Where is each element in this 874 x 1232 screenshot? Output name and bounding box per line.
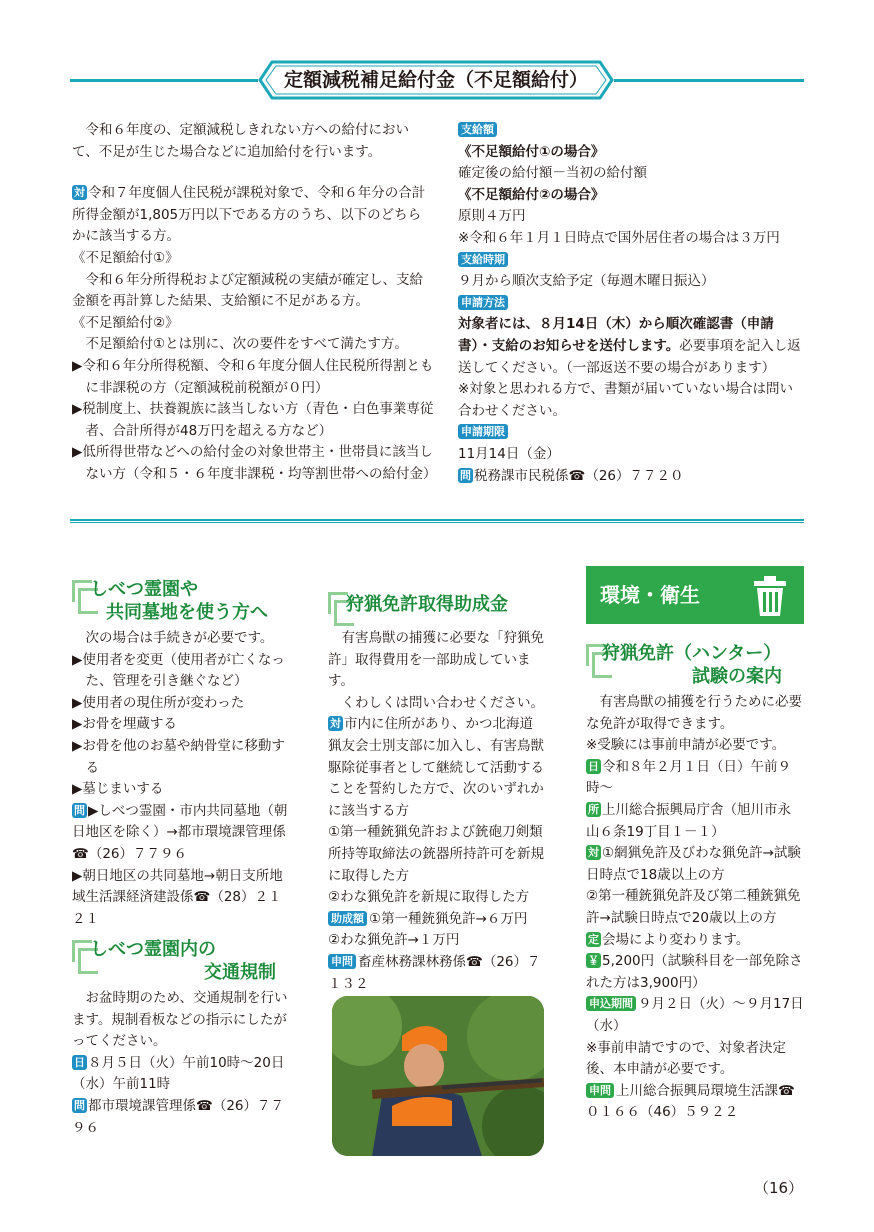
amount-tag: 支給額 [458,122,497,137]
deadline-text: 11月14日（金） [458,445,560,462]
grant-contact: 畜産林務課林務係☎（26）７１３２ [328,953,541,992]
cemetery-heading-line2: 共同墓地を使う方へ [106,602,268,623]
target-tag: 対 [330,717,341,731]
traffic-date: ８月５日（火）午前10時～20日（水）午前11時 [72,1054,285,1093]
cemetery-heading [72,578,292,626]
section-divider [70,519,804,523]
grant-amount-block [328,909,546,931]
cemetery-contact1: ▶しべつ霊園・市内共同墓地（朝日地区を除く）→都市環境課管理係☎（26）７７９６ [72,802,288,862]
hunting-grant-body [328,628,546,995]
exam-apply: ９月２日（火）～９月17日（水） [586,996,804,1034]
period-tag: 支給時期 [458,252,508,267]
exam-date-block [586,757,804,800]
case2-heading: 《不足額給付②》 [72,314,179,331]
cemetery-heading-line1: しべつ霊園や [90,579,198,600]
amount-case2: 原則４万円 [458,208,526,225]
list-item: ▶税制度上、扶養親族に該当しない方（青色・白色事業専従者、合計所得が48万円を超える方など） [72,401,434,439]
case1-text: 令和６年分所得税および定額減税の実績が確定し、支給金額を再計算した結果、支給額に不足がある方。 [72,271,423,310]
top-right-column [458,120,804,487]
exam-contact: 上川総合振興局環境生活課☎０１６６（46）５９２２ [586,1082,795,1121]
exam-note1: ※受験には事前申請が必要です。 [586,737,786,754]
title-banner [70,60,804,100]
page-title: 定額減税補足給付金（不足額給付） [283,69,588,91]
target-tag: 対 [588,846,599,860]
grant-target-block [328,714,546,822]
traffic-text: お盆時期のため、交通規制を行います。規制看板などの指示にしたがってください。 [72,990,288,1050]
contact-tag: 問 [74,1098,85,1112]
contact-block [458,466,804,488]
list-item: ▶お骨を埋蔵する [72,716,177,733]
top-left-column [72,120,437,486]
traffic-body [72,988,292,1139]
amount-case1: 確定後の給付額－当初の給付額 [458,165,647,182]
date-tag: 日 [588,759,599,773]
contact-tag: 申問 [586,1083,614,1098]
exam-apply-block [586,994,804,1037]
grant-target: 市内に住所があり、かつ北海道猟友会士別支部に加入し、有害鳥獣駆除従事者として継続して活動することを誓約した方で、次のいずれかに該当する方 [328,716,544,819]
method-note: ※対象と思われる方で、書類が届いていない場合は問い合わせください。 [458,381,794,419]
grant-item2: ②わな猟免許を新規に取得した方 [328,889,530,906]
amount-case2-heading: 《不足額給付②の場合》 [458,186,605,203]
grant-contact-block [328,952,546,995]
trash-can-icon [750,574,790,618]
hunting-exam-body [586,692,804,1124]
amount-case1-heading: 《不足額給付①の場合》 [458,143,605,160]
cemetery-contact1-block [72,801,292,866]
exam-fee-block [586,951,804,994]
exam-contact-block [586,1081,804,1124]
exam-heading-line2: 試験の案内 [692,666,782,687]
exam-place: 上川総合振興局庁舎（旭川市永山６条19丁目１－１） [586,801,791,840]
grant-inquiry: くわしくは問い合わせください。 [341,694,544,711]
exam-place-block [586,800,804,843]
title-box [258,60,614,100]
grant-tag: 助成額 [328,911,367,926]
exam-target1: ①網猟免許及びわな猟免許→試験日時点で18歳以上の方 [586,845,801,883]
list-item: ▶墓じまいする [72,781,164,798]
grant-intro: 有害鳥獣の捕獲に必要な「狩猟免許」取得費用を一部助成しています。 [328,630,544,690]
exam-cap-block [586,930,804,952]
exam-heading-line1: 狩猟免許（ハンター） [602,643,782,664]
exam-note2: ※事前申請ですので、対象者決定後、本申請が必要です。 [586,1039,787,1078]
exam-target2: ②第一種銃猟免許及び第二種銃猟免許→試験日時点で20歳以上の方 [586,888,801,926]
grant-amount2: ②わな猟免許→１万円 [328,932,460,949]
period-text: ９月から順次支給予定（毎週木曜日振込） [458,273,715,290]
case2-text: 不足額給付①とは別に、次の要件をすべて満たす方。 [85,336,408,353]
exam-intro: 有害鳥獣の捕獲を行うために必要な免許が取得できます。 [586,694,802,732]
fee-tag: ￥ [588,954,599,968]
environment-banner [586,566,804,624]
list-item: ▶使用者の現住所が変わった [72,694,245,711]
list-item: ▶お骨を他のお墓や納骨堂に移動する [72,737,285,776]
hunting-grant-title: 狩猟免許取得助成金 [346,594,508,615]
list-item: ▶低所得世帯などへの給付金の対象世帯主・世帯員に該当しない方（令和５・６年度非課税・均等割世帯への給付金） [72,444,437,482]
cemetery-contact2: ▶朝日地区の共同墓地→朝日支所地域生活課経済建設係☎（28）２１２１ [72,867,283,927]
contact-tag: 問 [460,468,471,482]
hunter-photo [332,996,544,1156]
list-item: ▶令和６年分所得税額、令和６年度分個人住民税所得割ともに非課税の方（定額減税前税額が０円） [72,357,434,396]
contact-text: 税務課市民税係☎（26）７７２０ [474,467,684,484]
traffic-contact: 都市環境課管理係☎（26）７７９６ [72,1097,284,1136]
list-item: ▶使用者を変更（使用者が亡くなった、管理を引き継ぐなど） [72,651,285,690]
traffic-heading-line2: 交通規制 [204,962,276,983]
exam-target-block [586,843,804,886]
traffic-heading-line1: しべつ霊園内の [90,939,216,960]
method-bold-text: 対象者には、８月14日（木）から順次確認書（申請書）・支給のお知らせを送付します。 [458,316,774,354]
exam-date: 令和８年２月１日（日）午前９時～ [586,758,791,797]
traffic-date-block [72,1053,292,1096]
date-tag: 日 [74,1055,85,1069]
case1-heading: 《不足額給付①》 [72,249,179,266]
amount-note: ※令和６年１月１日時点で国外居住者の場合は３万円 [458,229,780,246]
contact-tag: 問 [74,803,85,817]
traffic-contact-block [72,1096,292,1139]
hunting-grant-heading [328,590,548,626]
deadline-tag: 申請期限 [458,424,508,439]
grant-amount1: ①第一種銃猟免許→６万円 [369,910,528,927]
place-tag: 所 [588,802,599,816]
exam-fee: 5,200円（試験科目を一部免除された方は3,900円） [586,953,803,991]
target-tag: 対 [74,186,85,200]
target-text: 令和７年度個人住民税が課税対象で、令和６年分の合計所得金額が1,805万円以下である方のうち、以下のどちらかに該当する方。 [72,185,426,245]
method-block [458,314,804,379]
method-text: 必要事項を記入し返送してください。（一部返送不要の場合があります） [458,337,801,376]
exam-cap: 会場により変わります。 [602,931,750,948]
cemetery-intro: 次の場合は手続きが必要です。 [85,630,274,646]
target-block [72,183,434,248]
method-tag: 申請方法 [458,295,508,310]
intro-text: 令和６年度の、定額減税しきれない方への給付において、不足が生じた場合などに追加給付を行います。 [72,122,409,160]
grant-item1: ①第一種銃猟免許および銃砲刀剣類所持等取締法の銃器所持許可を新規に取得した方 [328,824,544,884]
cemetery-body [72,628,292,930]
environment-banner-label: 環境・衛生 [600,583,700,607]
hunting-exam-heading [586,642,804,690]
capacity-tag: 定 [588,932,599,946]
page-number: （16） [754,1179,804,1197]
apply-tag: 申込期間 [586,996,636,1011]
traffic-heading [72,938,292,986]
hunter-illustration [332,996,544,1156]
contact-tag: 申問 [328,954,356,969]
